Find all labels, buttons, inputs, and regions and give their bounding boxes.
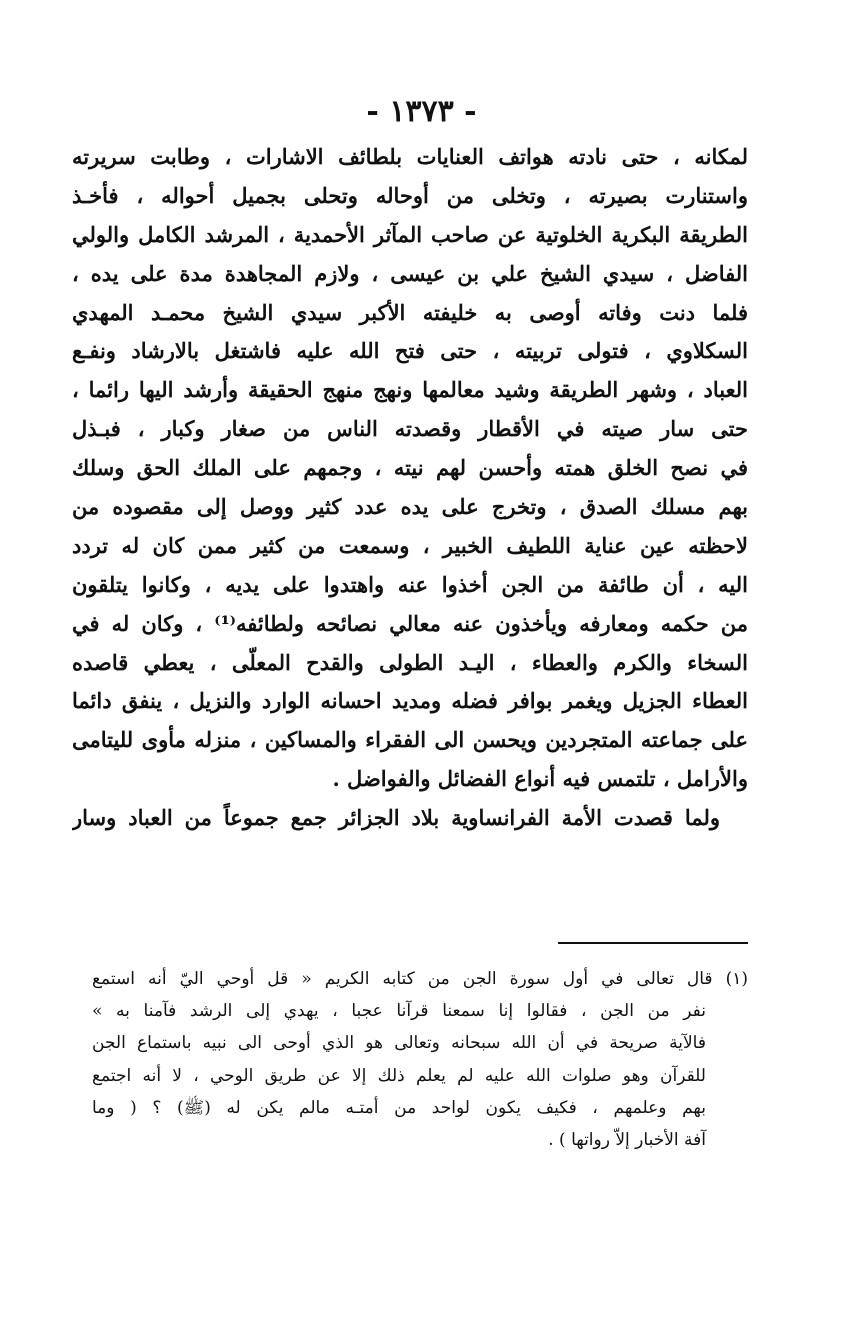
- body-line: العباد ، وشهر الطريقة وشيد معالمها ونهج منهج الحقيقة وأرشد اليها رائما ،: [72, 377, 748, 403]
- body-line: الطريقة البكرية الخلوتية عن صاحب المآثر الأحمدية ، المرشد الكامل والولي: [72, 221, 748, 247]
- body-line: اليه ، أن طائفة من الجن أخذوا عنه واهتدوا على يديه ، وكانوا يتلقون: [72, 571, 748, 597]
- body-line: والأرامل ، تلتمس فيه أنواع الفضائل والفواضل .: [332, 766, 748, 792]
- footnote-line: (١) قال تعالى في أول سورة الجن من كتابه الكريم « قل أوحي اليّ أنه استمع: [92, 969, 748, 989]
- footnote-line: للقرآن وهو صلوات الله عليه لم يعلم ذلك إلا عن طريق الوحي ، لا أنه اجتمع: [92, 1065, 706, 1086]
- body-line: العطاء الجزيل ويغمر بوافر فضله ومديد احسانه الوارد والنزيل ، ينفق دائما: [72, 688, 748, 714]
- body-line: السخاء والكرم والعطاء ، اليـد الطولى والقدح المعلّى ، يعطي قاصده: [72, 649, 748, 675]
- body-line: واستنارت بصيرته ، وتخلى من أوحاله وتحلى بجميل أحواله ، فأخـذ: [72, 182, 748, 208]
- page-number: - ١٣٧٣ -: [366, 94, 477, 129]
- body-line: من حكمه ومعارفه ويأخذون عنه معالي نصائحه ولطائفه⁽¹⁾ ، وكان له في: [72, 610, 748, 636]
- body-line: لاحظته عين عناية اللطيف الخبير ، وسمعت من كثير ممن كان له تردد: [72, 532, 748, 558]
- body-line: الفاضل ، سيدي الشيخ علي بن عيسى ، ولازم المجاهدة مدة على يده ،: [72, 260, 748, 286]
- body-line: السكلاوي ، فتولى تربيته ، حتى فتح الله عليه فاشتغل بالارشاد ونفـع: [72, 338, 748, 364]
- footnote-divider: [558, 942, 748, 944]
- body-line: على جماعته المتجردين ويحسن الى الفقراء والمساكين ، منزله مأوى لليتامى: [72, 727, 748, 753]
- body-line: فلما دنت وفاته أوصى به خليفته الأكبر سيدي الشيخ محمـد المهدي: [72, 299, 748, 325]
- footnote-line: بهم وعلمهم ، فكيف يكون لواحد من أمتـه مالم يكن له (ﷺ) ؟ ( وما: [92, 1097, 706, 1118]
- body-line: حتى سار صيته في الأقطار وقصدته الناس من صغار وكبار ، فبـذل: [72, 416, 748, 442]
- footnote: [92, 963, 748, 1156]
- footnote-line: فالآية صريحة في أن الله سبحانه وتعالى هو الذي أوحى الى نبيه باستماع الجن: [92, 1033, 706, 1054]
- body-line: لمكانه ، حتى نادته هواتف العنايات بلطائف الاشارات ، وطابت سريرته: [72, 144, 748, 169]
- body-line-paragraph-start: ولما قصدت الأمة الفرانساوية بلاد الجزائر جمع جموعاً من العباد وسار: [72, 805, 720, 831]
- footnote-line: نفر من الجن ، فقالوا إنا سمعنا قرآنا عجبا ، يهدي إلى الرشد فآمنا به »: [92, 1001, 706, 1022]
- footnote-line: آفة الأخبار إلاّ رواتها ) .: [548, 1129, 706, 1150]
- body-line: بهم مسلك الصدق ، وتخرج على يده عدد كثير ووصل إلى مقصوده من: [72, 494, 748, 520]
- body-line: في نصح الخلق همته وأحسن لهم نيته ، وجمهم على الملك الحق وسلك: [72, 455, 748, 481]
- body-text: [72, 138, 748, 838]
